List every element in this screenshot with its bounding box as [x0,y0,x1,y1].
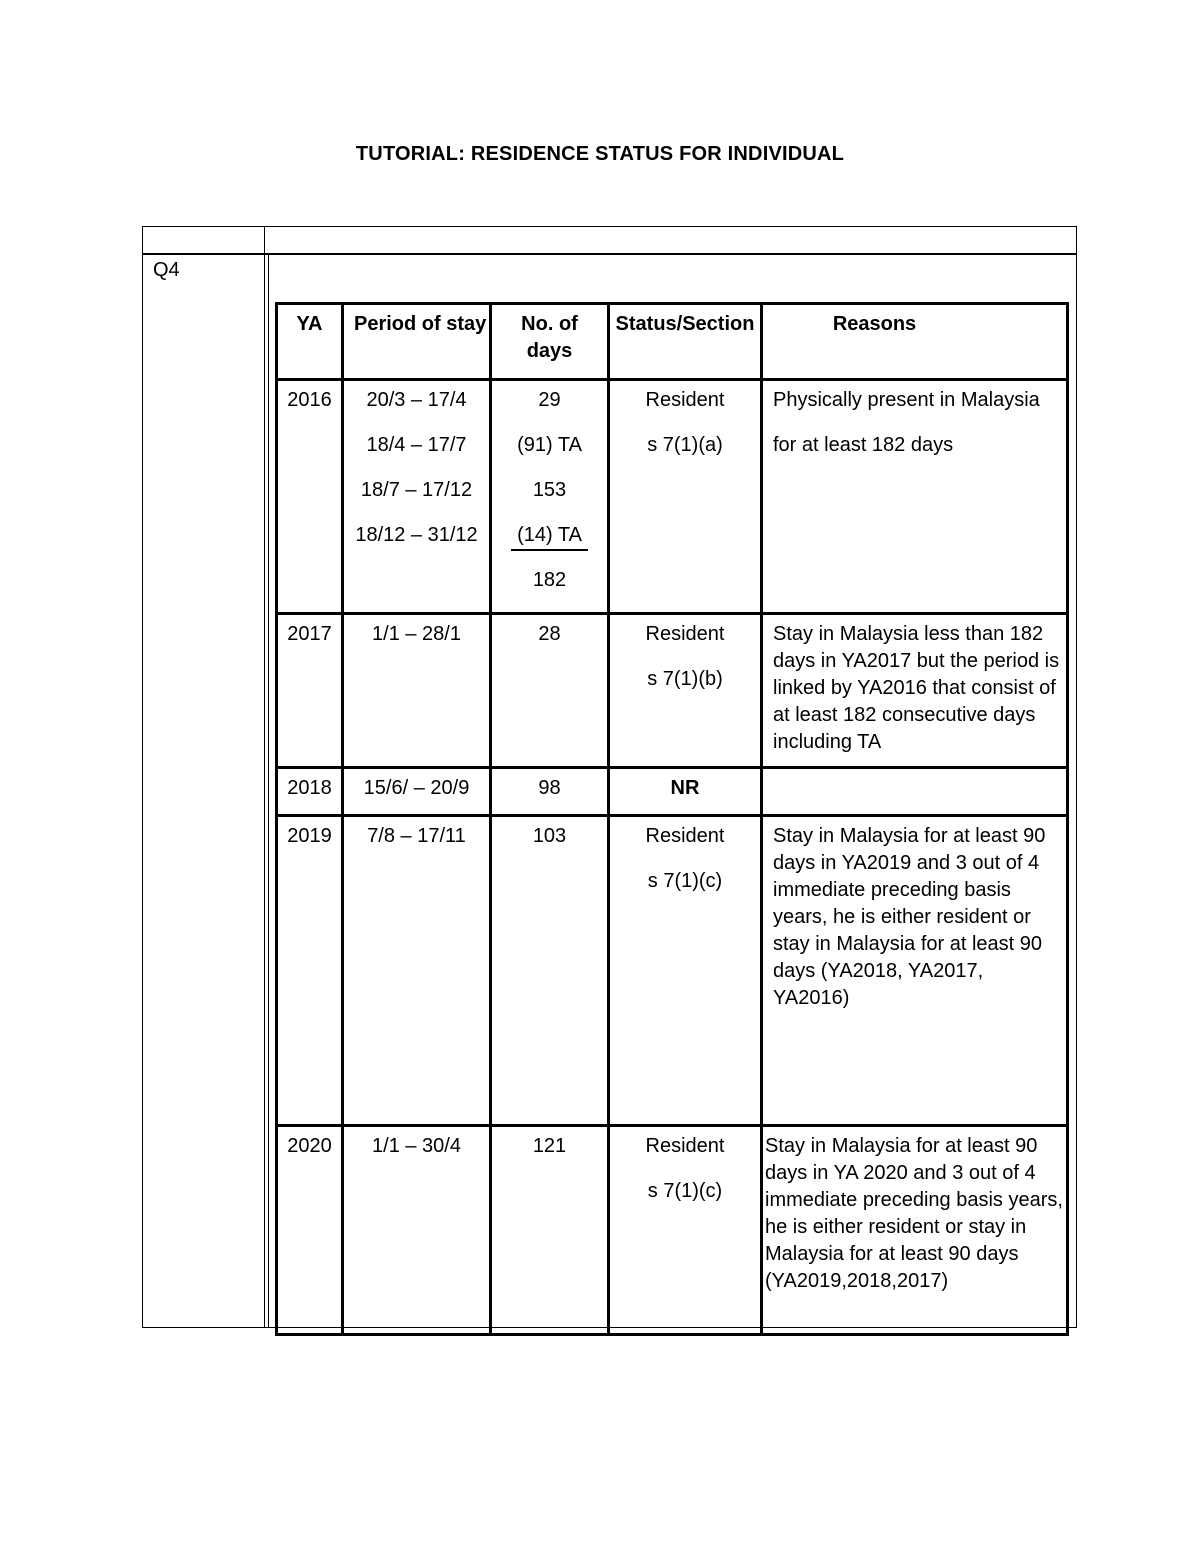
header-reasons: Reasons [762,304,1068,380]
reason-line: Physically present in Malaysia [773,389,1040,411]
days-cell: 121 [491,1126,609,1335]
section-text: s 7(1)(c) [647,870,723,892]
table-row [277,380,1068,614]
days-item-underlined: (14) TA [511,522,588,551]
period-item: 18/12 – 31/12 [355,524,478,546]
days-cell [491,380,609,614]
status-cell [609,816,762,1126]
question-label: Q4 [153,259,180,281]
days-item: 29 [538,389,561,411]
days-cell: 28 [491,614,609,768]
ya-cell: 2020 [277,1126,343,1335]
header-period: Period of stay [343,304,491,380]
status-text: Resident [645,1135,725,1157]
table-row [277,1126,1068,1335]
period-cell: 1/1 – 30/4 [343,1126,491,1335]
period-cell: 7/8 – 17/11 [343,816,491,1126]
reason-cell: Stay in Malaysia for at least 90 days in YA 2020 and 3 out of 4 immediate preceding basis years, he is either resident or stay in Malaysia for at least 90 days (YA2019,2018,2017) [762,1126,1068,1335]
ya-cell: 2017 [277,614,343,768]
table-row [277,816,1068,1126]
table-header-row [277,304,1068,380]
reason-cell: Stay in Malaysia for at least 90 days in YA2019 and 3 out of 4 immediate preceding basis years, he is either resident or stay in Malaysia for at least 90 days (YA2018, YA2017, YA2016) [762,816,1068,1126]
status-cell: NR [609,768,762,816]
outer-column-divider [264,227,265,1327]
reason-cell: Stay in Malaysia less than 182 days in YA2017 but the period is linked by YA2016 that consist of at least 182 consecutive days including TA [762,614,1068,768]
period-cell: 15/6/ – 20/9 [343,768,491,816]
ya-cell: 2019 [277,816,343,1126]
reason-cell [762,768,1068,816]
section-text: s 7(1)(c) [647,1180,723,1202]
status-text: Resident [645,623,725,645]
ya-cell: 2018 [277,768,343,816]
status-text: Resident [645,825,725,847]
table-row [277,768,1068,816]
period-cell: 1/1 – 28/1 [343,614,491,768]
section-text: s 7(1)(a) [647,434,723,456]
reason-cell [762,380,1068,614]
days-cell: 98 [491,768,609,816]
period-item: 20/3 – 17/4 [366,389,467,411]
period-cell [343,380,491,614]
reason-line: for at least 182 days [773,434,954,456]
page-title: TUTORIAL: RESIDENCE STATUS FOR INDIVIDUAL [355,143,845,165]
status-cell [609,1126,762,1335]
status-cell [609,380,762,614]
ya-cell: 2016 [277,380,343,614]
header-ya: YA [277,304,343,380]
period-item: 18/4 – 17/7 [366,434,467,456]
outer-column-divider-inner [268,254,269,1327]
status-text: Resident [645,389,725,411]
outer-header-divider [143,253,1076,255]
period-item: 18/7 – 17/12 [360,479,473,501]
header-status: Status/Section [609,304,762,380]
days-total: 182 [532,569,567,591]
days-item: 153 [532,479,567,501]
status-cell [609,614,762,768]
days-item: (91) TA [517,434,582,456]
header-days: No. of days [491,304,609,380]
days-cell: 103 [491,816,609,1126]
table-row [277,614,1068,768]
section-text: s 7(1)(b) [647,668,723,690]
residence-status-table [275,302,1069,1336]
